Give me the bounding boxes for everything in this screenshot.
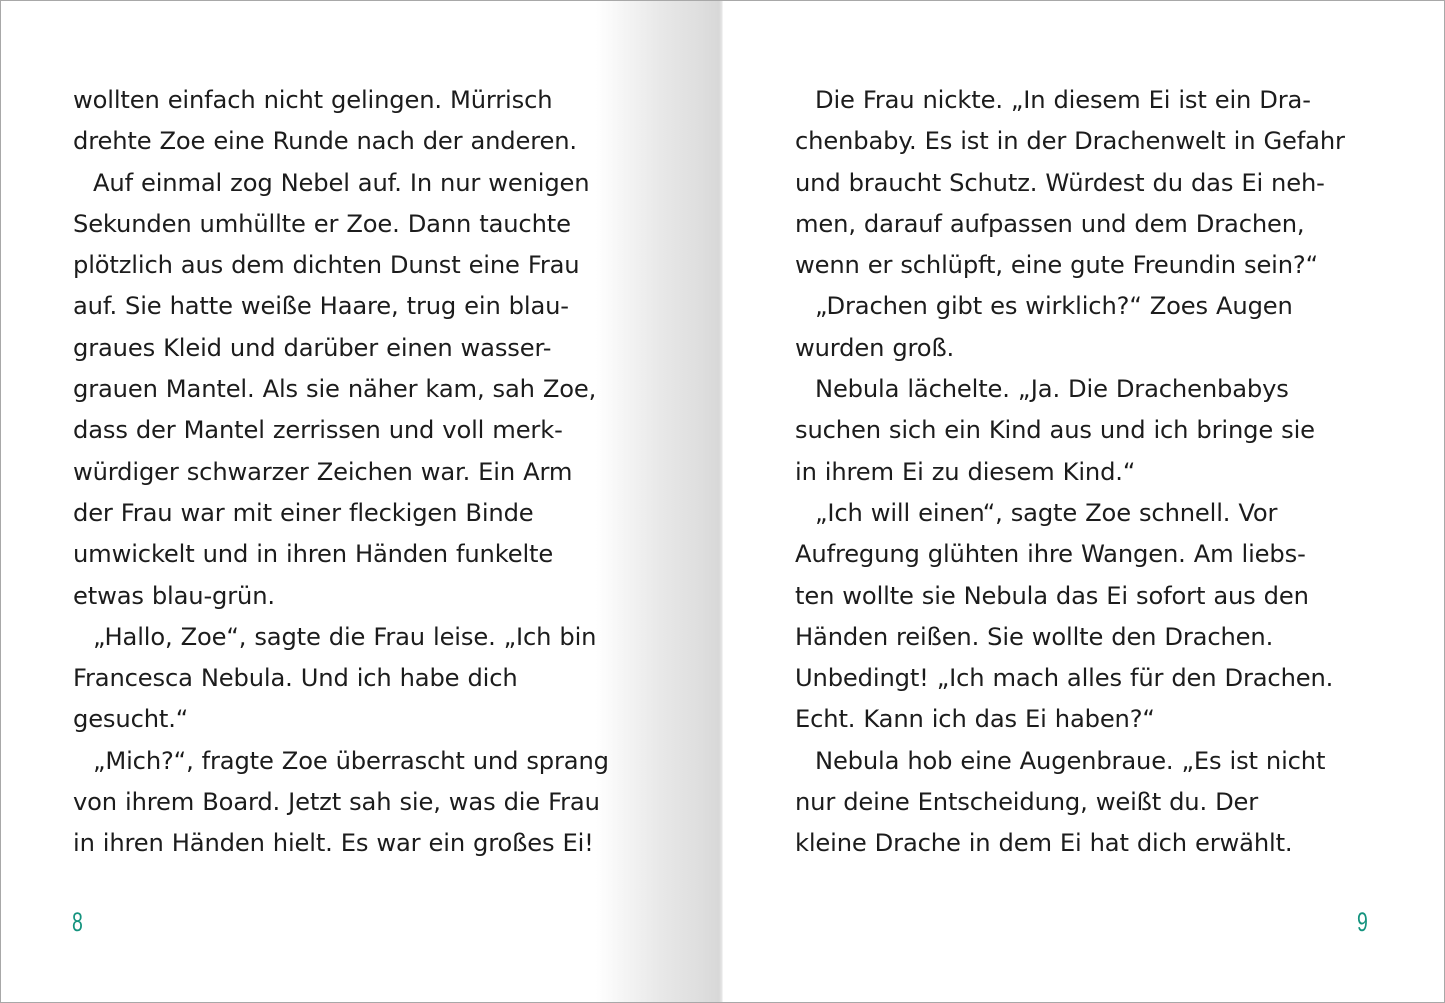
left-page <box>1 1 723 1002</box>
text-line: dass der Mantel zerrissen und voll merk- <box>73 416 563 445</box>
text-line: „Ich will einen“, sagte Zoe schnell. Vor <box>815 498 1278 527</box>
text-line: der Frau war mit einer fleckigen Binde <box>73 498 534 527</box>
page-number-left: 8 <box>72 907 83 937</box>
text-line: wenn er schlüpft, eine gute Freundin sein?“ <box>795 251 1318 280</box>
text-line: graues Kleid und darüber einen wasser- <box>73 333 552 362</box>
text-line: chenbaby. Es ist in der Drachenwelt in Gefahr <box>795 127 1345 156</box>
text-line: wurden groß. <box>795 333 955 362</box>
text-line: Unbedingt! „Ich mach alles für den Drachen. <box>795 664 1334 693</box>
text-line: gesucht.“ <box>73 705 189 734</box>
text-line: Aufregung glühten ihre Wangen. Am liebs- <box>795 540 1306 569</box>
right-page <box>723 1 1444 1002</box>
text-line: Händen reißen. Sie wollte den Drachen. <box>795 622 1274 651</box>
text-line: Auf einmal zog Nebel auf. In nur wenigen <box>93 168 590 197</box>
text-line: kleine Drache in dem Ei hat dich erwählt. <box>795 829 1293 858</box>
text-line: nur deine Entscheidung, weißt du. Der <box>795 788 1259 817</box>
text-line: umwickelt und in ihren Händen funkelte <box>73 540 554 569</box>
text-line: wollten einfach nicht gelingen. Mürrisch <box>73 86 553 114</box>
text-line: von ihrem Board. Jetzt sah sie, was die Frau <box>73 788 600 817</box>
text-line: „Hallo, Zoe“, sagte die Frau leise. „Ich bin <box>93 622 597 651</box>
text-line: „Mich?“, fragte Zoe überrascht und sprang <box>93 746 609 775</box>
text-line: Sekunden umhüllte er Zoe. Dann tauchte <box>73 209 571 238</box>
text-line: Nebula lächelte. „Ja. Die Drachenbabys <box>815 375 1289 404</box>
text-line: ten wollte sie Nebula das Ei sofort aus den <box>795 581 1309 610</box>
text-line: „Drachen gibt es wirklich?“ Zoes Augen <box>815 292 1293 321</box>
text-line: grauen Mantel. Als sie näher kam, sah Zoe, <box>73 375 597 404</box>
text-line: in ihrem Ei zu diesem Kind.“ <box>795 457 1136 486</box>
text-line: Francesca Nebula. Und ich habe dich <box>73 664 518 693</box>
text-line: suchen sich ein Kind aus und ich bringe sie <box>795 416 1315 445</box>
text-line: drehte Zoe eine Runde nach der anderen. <box>73 127 577 156</box>
text-line: Nebula hob eine Augenbraue. „Es ist nicht <box>815 746 1326 775</box>
right-page-text <box>795 80 1395 865</box>
text-line: Die Frau nickte. „In diesem Ei ist ein Dra- <box>815 86 1311 114</box>
text-line: Echt. Kann ich das Ei haben?“ <box>795 705 1155 734</box>
text-line: würdiger schwarzer Zeichen war. Ein Arm <box>73 457 573 486</box>
text-line: und braucht Schutz. Würdest du das Ei neh- <box>795 168 1325 197</box>
left-page-text <box>73 80 663 865</box>
text-line: in ihren Händen hielt. Es war ein großes Ei! <box>73 829 594 858</box>
page-number-right: 9 <box>1357 907 1368 937</box>
text-line: plötzlich aus dem dichten Dunst eine Frau <box>73 251 580 280</box>
text-line: men, darauf aufpassen und dem Drachen, <box>795 209 1305 238</box>
text-line: etwas blau-grün. <box>73 581 275 610</box>
text-line: auf. Sie hatte weiße Haare, trug ein blau- <box>73 292 569 321</box>
